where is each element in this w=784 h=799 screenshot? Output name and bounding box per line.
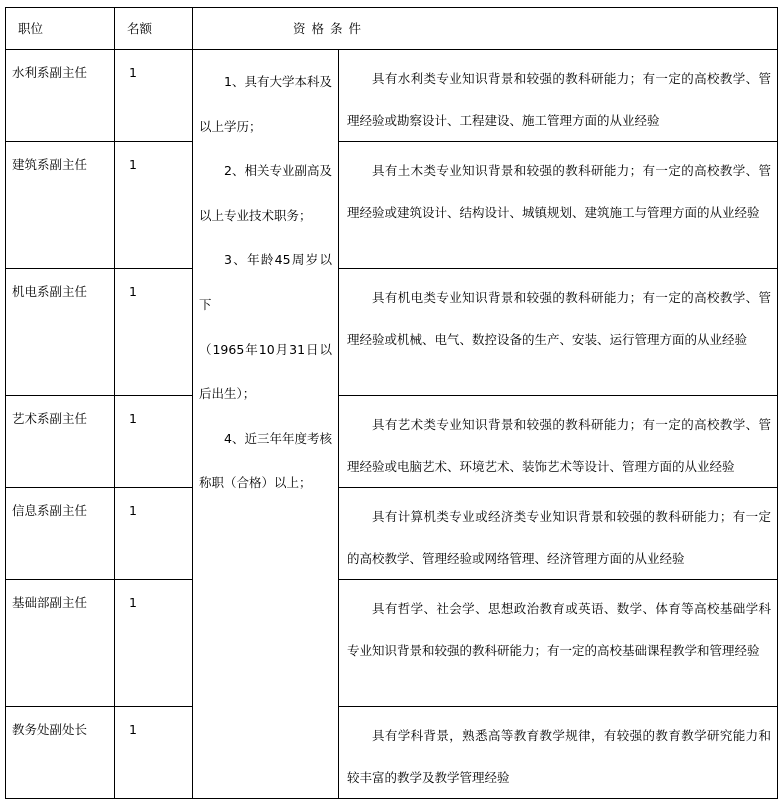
count-cell: 1 <box>115 50 193 142</box>
count-cell: 1 <box>115 707 193 799</box>
position-cell: 机电系副主任 <box>6 269 115 396</box>
common-req-line: 以上专业技术职务； <box>199 207 312 223</box>
position-cell: 基础部副主任 <box>6 580 115 707</box>
position-cell: 艺术系副主任 <box>6 396 115 488</box>
position-cell: 建筑系副主任 <box>6 142 115 269</box>
position-cell: 信息系副主任 <box>6 488 115 580</box>
requirement-cell: 具有哲学、社会学、思想政治教育或英语、数学、体育等高校基础学科专业知识背景和较强的教科研能力；有一定的高校基础课程教学和管理经验 <box>339 580 778 707</box>
count-cell: 1 <box>115 269 193 396</box>
requirement-cell: 具有机电类专业知识背景和较强的教科研能力；有一定的高校教学、管理经验或机械、电气、数控设备的生产、安装、运行管理方面的从业经验 <box>339 269 778 396</box>
count-cell: 1 <box>115 396 193 488</box>
requirement-cell: 具有学科背景，熟悉高等教育教学规律，有较强的教育教学研究能力和较丰富的教学及教学管理经验 <box>339 707 778 799</box>
common-req-line: 以上学历； <box>199 118 262 134</box>
count-cell: 1 <box>115 488 193 580</box>
common-requirements-cell <box>193 50 339 799</box>
count-cell: 1 <box>115 580 193 707</box>
table-row <box>6 707 778 799</box>
recruitment-table <box>5 7 778 799</box>
common-req-line: 4、近三年年度考核 <box>224 430 332 446</box>
table-row <box>6 488 778 580</box>
common-req-line: 1、具有大学本科及 <box>224 74 332 89</box>
table-row <box>6 396 778 488</box>
common-req-line: 后出生）； <box>199 386 256 402</box>
requirement-cell: 具有艺术类专业知识背景和较强的教科研能力；有一定的高校教学、管理经验或电脑艺术、环境艺术、装饰艺术等设计、管理方面的从业经验 <box>339 396 778 488</box>
common-req-line: 2、相关专业副高及 <box>224 163 332 179</box>
requirement-cell: 具有土木类专业知识背景和较强的教科研能力；有一定的高校教学、管理经验或建筑设计、结构设计、城镇规划、建筑施工与管理方面的从业经验 <box>339 142 778 269</box>
header-count: 名额 <box>115 8 193 50</box>
table-row <box>6 580 778 707</box>
position-cell: 教务处副处长 <box>6 707 115 799</box>
table-row <box>6 142 778 269</box>
position-cell: 水利系副主任 <box>6 50 115 142</box>
common-req-line: 称职（合格）以上； <box>199 475 312 491</box>
header-position: 职位 <box>6 8 115 50</box>
common-req-line: 3、年龄45周岁以下 <box>199 252 332 312</box>
common-req-line: （1965年10月31日以 <box>199 341 332 357</box>
requirement-cell: 具有水利类专业知识背景和较强的教科研能力；有一定的高校教学、管理经验或勘察设计、工程建设、施工管理方面的从业经验 <box>339 50 778 142</box>
header-requirements: 资格条件 <box>193 8 778 50</box>
table-row <box>6 269 778 396</box>
count-cell: 1 <box>115 142 193 269</box>
table-row <box>6 50 778 142</box>
header-row <box>6 8 778 50</box>
requirement-cell: 具有计算机类专业或经济类专业知识背景和较强的教科研能力；有一定的高校教学、管理经验或网络管理、经济管理方面的从业经验 <box>339 488 778 580</box>
